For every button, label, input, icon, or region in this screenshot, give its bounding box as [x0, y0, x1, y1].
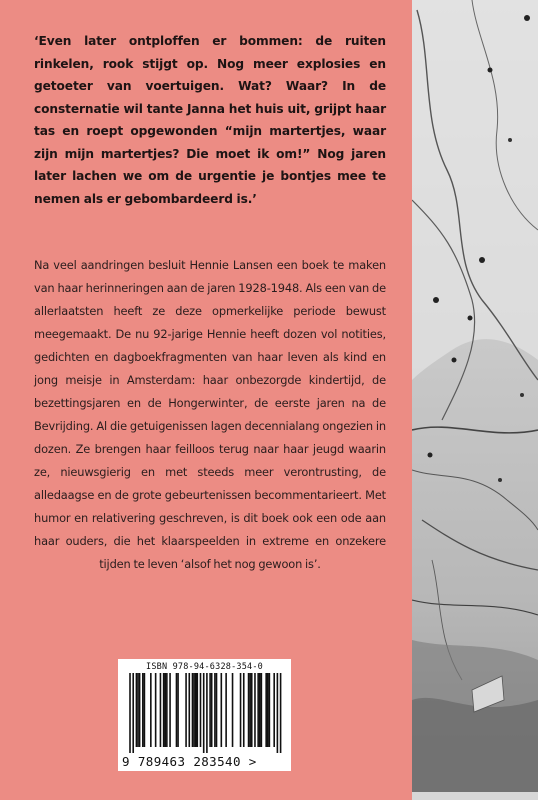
barcode-bar: [188, 673, 190, 747]
barcode-bar: [221, 673, 223, 747]
barcode-bar: [243, 673, 245, 747]
barcode-bar: [185, 673, 187, 747]
barcode-bar: [136, 673, 138, 747]
historic-aerial-map-photo: [412, 0, 538, 800]
barcode-bar: [177, 673, 179, 747]
barcode-bar: [203, 673, 205, 753]
isbn-label: ISBN 978-94-6328-354-0: [146, 662, 263, 672]
barcode-bar: [129, 673, 131, 753]
barcode-bar: [137, 673, 139, 747]
barcode-bar: [251, 673, 253, 747]
barcode-bar: [261, 673, 263, 747]
barcode-bar: [240, 673, 242, 747]
barcode-bar: [254, 673, 256, 747]
barcode-bar: [206, 673, 208, 753]
pull-quote: ‘Even later ontploffen er bommen: de ruiten rinkelen, rook stijgt op. Nog meer explosies en getoeter van voertuigen. Wat? Waar? In de consternatie wil tante Janna het huis uit, grijpt haar tas en roept opgewonden “mijn martertjes, waar zijn mijn martertjes? Die moet ik om!” Nog jaren later lachen we om de urgentie je bontjes mee te nemen als er gebombardeerd is.’: [34, 34, 386, 206]
barcode-bar: [150, 673, 152, 747]
barcode-bar: [163, 673, 165, 747]
barcode-bar: [232, 673, 234, 747]
barcode-bar: [214, 673, 216, 747]
barcode-bar: [249, 673, 251, 747]
barcode-bar: [160, 673, 162, 747]
barcode-bar: [196, 673, 198, 747]
barcode-bar: [267, 673, 269, 747]
barcode-bar: [273, 673, 275, 747]
barcode-bar: [257, 673, 259, 747]
barcode-bar: [211, 673, 213, 747]
barcode-bar: [277, 673, 279, 753]
book-description: Na veel aandringen besluit Hennie Lansen een boek te maken van haar herinneringen aan de jaren 1928-1948. Als een van de allerlaatsten heeft ze deze opmerkelijke periode bewust meegemaakt. De nu 92-jarige Hennie heeft dozen vol notities, gedichten en dagboekfragmenten van haar leven als kind en jong meisje in Amsterdam: haar onbezorgde kindertijd, de bezettingsjaren en de Hongerwinter, de eerste jaren na de Bevrijding. Al die getuigenissen lagen decennialang ongezien in dozen. Ze brengen haar feilloos terug naar haar jeugd waarin ze, nieuwsgierig en met steeds meer verontrusting, de alledaagse en de grote gebeurtenissen becommentarieert. Met humor en relativering geschreven, is dit boek ook een ode aan haar ouders, die het klaarspeelden in extreme en onzekere tijden te leven ‘alsof het nog gewoon is’.: [34, 258, 386, 571]
photo-strip: [412, 0, 538, 800]
barcode-bar: [195, 673, 197, 747]
barcode-bar: [269, 673, 271, 747]
barcode-bar: [265, 673, 267, 747]
barcode-bar: [132, 673, 134, 753]
barcode-bar: [155, 673, 157, 747]
barcode-bar: [193, 673, 195, 747]
barcode-bar: [216, 673, 218, 747]
barcode-bar: [166, 673, 168, 747]
barcode-bar: [139, 673, 141, 747]
barcode-bar: [259, 673, 261, 747]
barcode-bar: [200, 673, 202, 747]
barcode-bar: [209, 673, 211, 747]
barcode-bar: [248, 673, 250, 747]
barcode-bar: [142, 673, 144, 747]
barcode-bar: [280, 673, 282, 753]
barcode-bars: [126, 673, 283, 753]
isbn-barcode: [118, 659, 291, 771]
barcode-bar: [164, 673, 166, 747]
barcode-bar: [176, 673, 178, 747]
barcode-digits: 9 789463 283540 >: [122, 754, 257, 769]
barcode-bar: [144, 673, 146, 747]
barcode-bar: [225, 673, 227, 747]
barcode-bar: [169, 673, 171, 747]
barcode-bar: [192, 673, 194, 747]
